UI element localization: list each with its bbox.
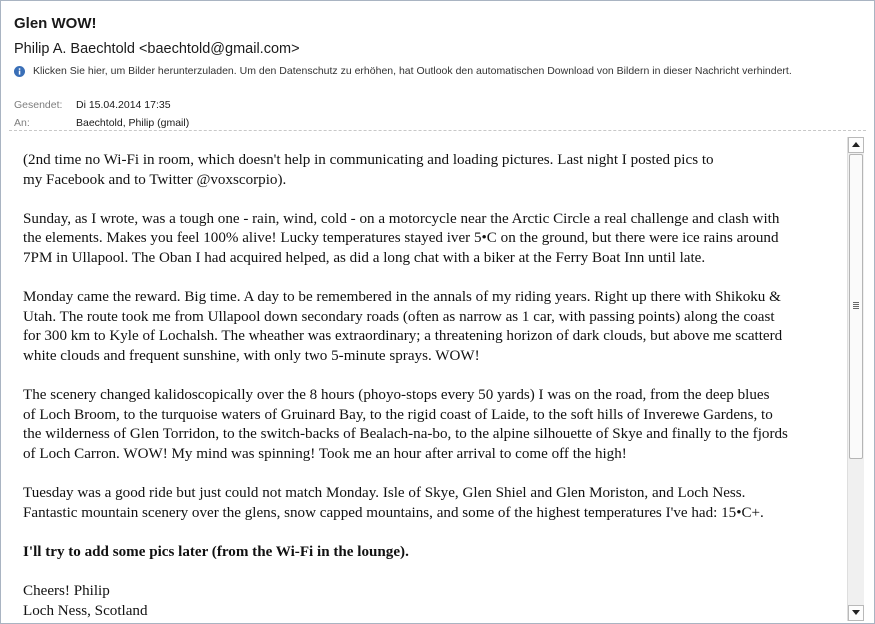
- vertical-scrollbar[interactable]: [847, 137, 864, 621]
- body-line: Fantastic mountain scenery over the glens, snow capped mountains, and some of the highest temperatures I've had: 15•C+.: [23, 504, 764, 521]
- scroll-up-arrow-icon: [852, 142, 860, 148]
- info-icon: [14, 66, 25, 77]
- body-line: 7PM in Ullapool. The Oban I had acquired helped, as did a long chat with a biker at the Ferry Boat Inn until late.: [23, 249, 706, 266]
- body-line: my Facebook and to Twitter @voxscorpio).: [23, 171, 287, 188]
- body-line: Sunday, as I wrote, was a tough one - rain, wind, cold - on a motorcycle near the Arctic Circle a real challenge and clash with: [23, 210, 780, 227]
- header-divider: [9, 130, 866, 131]
- scroll-up-button[interactable]: [848, 137, 864, 153]
- scroll-down-arrow-icon: [852, 610, 860, 616]
- recipient-name[interactable]: Baechtold, Philip (gmail): [76, 117, 190, 129]
- message-body: [23, 151, 843, 621]
- body-line: of Loch Carron. WOW! My mind was spinning! Took me an hour after arrival to come off the high!: [23, 445, 627, 462]
- body-line: Tuesday was a good ride but just could not match Monday. Isle of Skye, Glen Shiel and Glen Moriston, and Loch Ness.: [23, 485, 746, 502]
- body-bold-line: I'll try to add some pics later (from the Wi-Fi in the lounge).: [23, 543, 409, 560]
- body-line: (2nd time no Wi-Fi in room, which doesn't help in communicating and loading pictures. Last night I posted pics to: [23, 152, 714, 168]
- scroll-down-button[interactable]: [848, 605, 864, 621]
- message-subject: Glen WOW!: [14, 15, 97, 32]
- body-line: the elements. Makes you feel 100% alive! Lucky temperatures stayed iver 5•C on the ground, but there were ice rains around: [23, 230, 779, 247]
- scroll-grip-icon: [853, 302, 859, 309]
- body-line: Monday came the reward. Big time. A day to be remembered in the annals of my riding years. Right up there with Shikoku &: [23, 289, 781, 306]
- signature-line: Loch Ness, Scotland: [23, 602, 148, 619]
- sender-name[interactable]: Philip A. Baechtold <baechtold@gmail.com>: [14, 41, 300, 57]
- body-line: of Loch Broom, to the turquoise waters of Gruinard Bay, to the rigid coast of Laide, to the soft hills of Inverewe Gardens, to: [23, 406, 773, 423]
- scroll-thumb[interactable]: [849, 154, 863, 459]
- to-label: An:: [14, 117, 30, 129]
- body-line: The scenery changed kalidoscopically over the 8 hours (phoyo-stops every 50 yards) I was on the road, from the deep blues: [23, 387, 770, 404]
- body-line: for 300 km to Kyle of Lochalsh. The wheather was extraordinary; a threatening horizon of dark clouds, but above me scatterd: [23, 328, 783, 345]
- signature-line: Cheers! Philip: [23, 583, 110, 600]
- body-line: Utah. The route took me from Ullapool down secondary roads (often as narrow as 1 car, with passing points) along the coast: [23, 308, 775, 325]
- body-line: the wilderness of Glen Torridon, to the switch-backs of Bealach-na-bo, to the alpine silhouette of Skye and finally to the fjords: [23, 426, 788, 443]
- body-line: white clouds and frequent sunshine, with only two 5-minute sprays. WOW!: [23, 347, 480, 364]
- sent-label: Gesendet:: [14, 99, 63, 111]
- infobar-text: Klicken Sie hier, um Bilder herunterzuladen. Um den Datenschutz zu erhöhen, hat Outlook den automatischen Download von Bildern in dieser Nachricht verhindert.: [33, 65, 792, 77]
- sent-value: Di 15.04.2014 17:35: [76, 99, 171, 111]
